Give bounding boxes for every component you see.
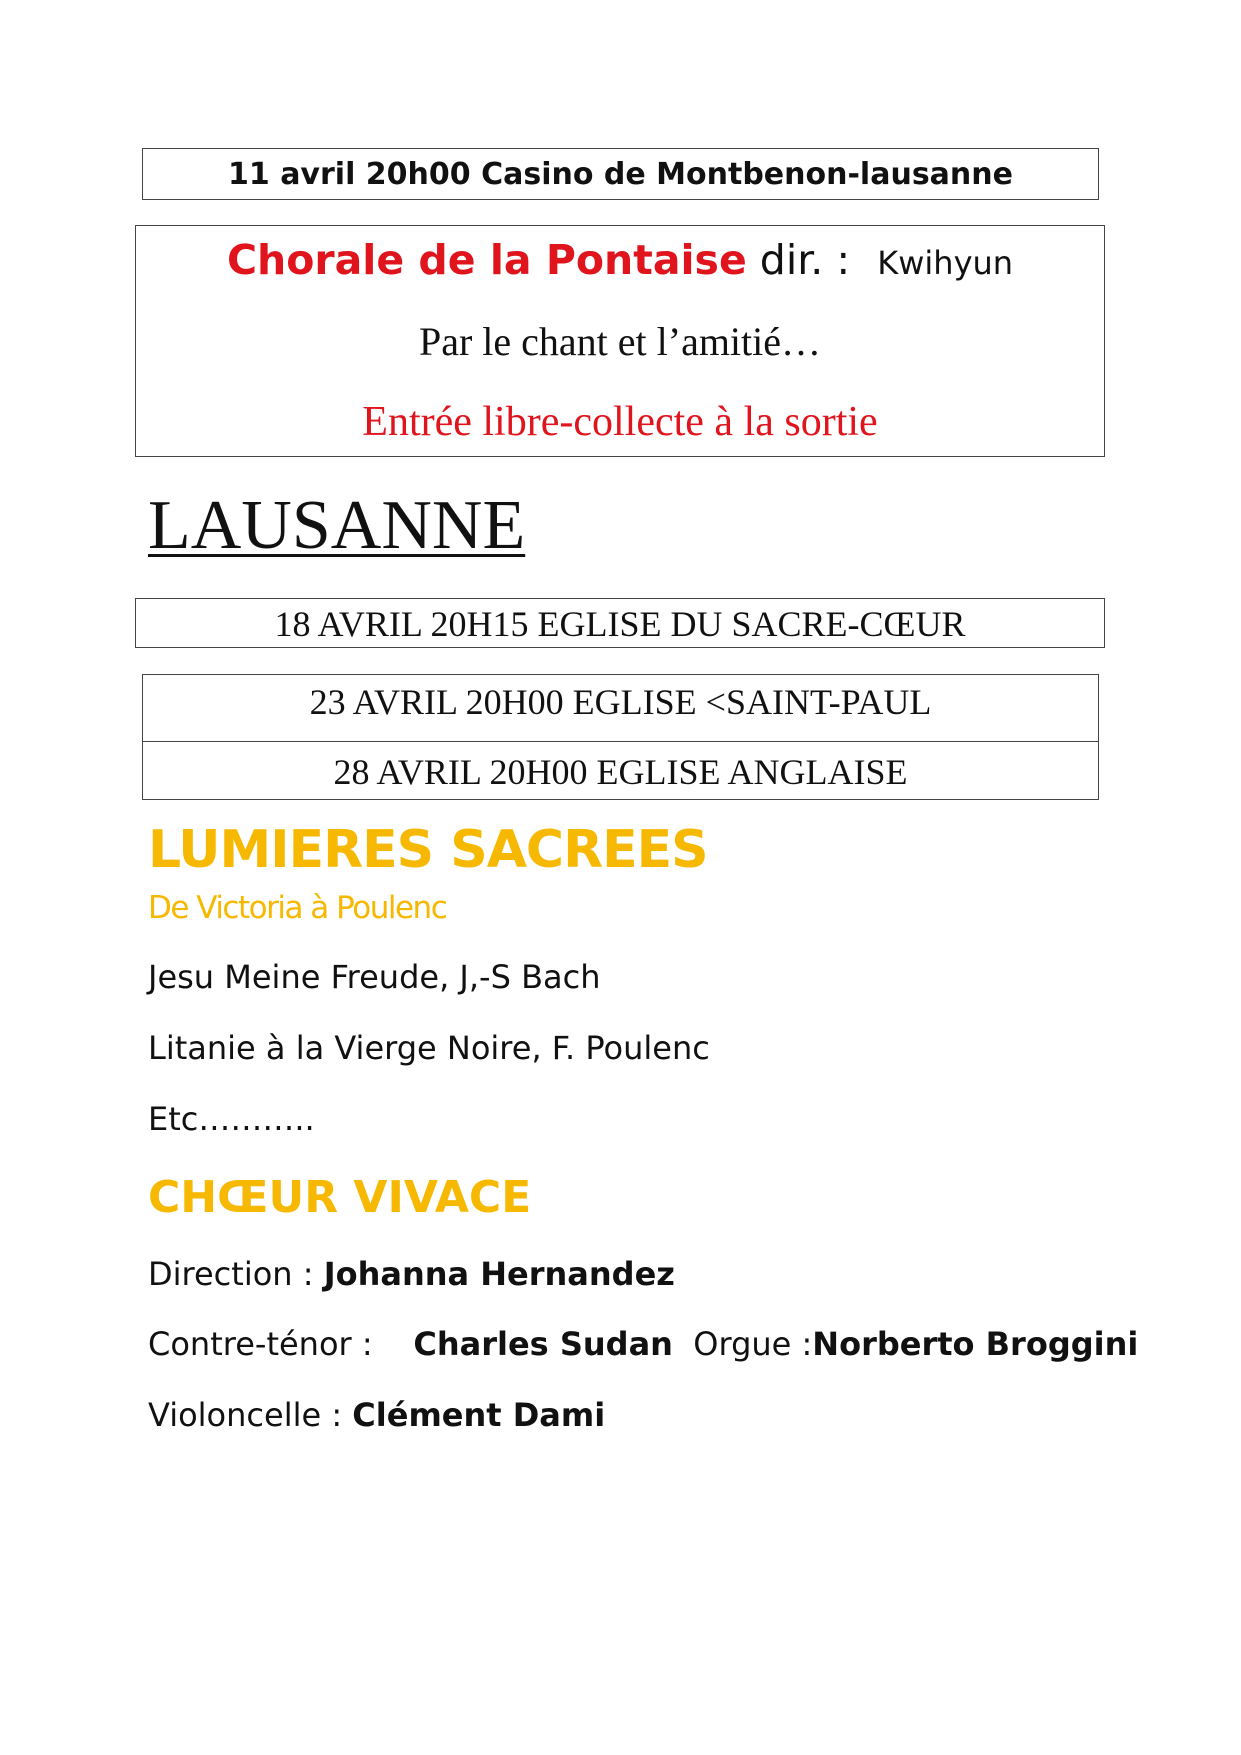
credit-name: Johanna Hernandez <box>323 1255 675 1293</box>
date-line: 28 AVRIL 20H00 EGLISE ANGLAISE <box>333 752 908 792</box>
credit-name: Clément Dami <box>352 1396 606 1434</box>
chorale-tagline: Par le chant et l’amitié… <box>418 319 822 364</box>
table-divider <box>143 741 1098 742</box>
credit-label: Orgue : <box>672 1325 813 1363</box>
credit-name: Norberto Broggini <box>812 1325 1139 1363</box>
program-piece: Jesu Meine Freude, J,-S Bach <box>148 958 601 996</box>
date-box-sacre-coeur <box>135 598 1105 648</box>
ensemble-name: CHŒUR VIVACE <box>148 1172 532 1223</box>
program-title: LUMIERES SACREES <box>148 820 708 880</box>
program-piece: Etc……….. <box>148 1100 315 1138</box>
credit-label: Direction : <box>148 1255 324 1293</box>
credit-soloists <box>148 1325 1138 1363</box>
credit-label: Violoncelle : <box>148 1396 353 1434</box>
chorale-name: Chorale de la Pontaise <box>226 236 747 284</box>
program-piece: Litanie à la Vierge Noire, F. Poulenc <box>148 1029 710 1067</box>
program-subtitle: De Victoria à Poulenc <box>148 890 447 926</box>
chorale-conductor: Kwihyun <box>877 244 1014 282</box>
city-title: LAUSANNE <box>148 487 526 564</box>
credit-label: Contre-ténor : <box>148 1325 414 1363</box>
chorale-header <box>136 236 1104 284</box>
chorale-dir-label: dir. : <box>746 236 864 284</box>
date-box-table <box>142 674 1099 800</box>
chorale-box <box>135 225 1105 457</box>
credit-cello <box>148 1396 605 1434</box>
event-line-casino: 11 avril 20h00 Casino de Montbenon-lausanne <box>228 157 1013 192</box>
date-line: 18 AVRIL 20H15 EGLISE DU SACRE-CŒUR <box>274 604 966 644</box>
date-line: 23 AVRIL 20H00 EGLISE <SAINT-PAUL <box>309 682 932 722</box>
event-box-casino <box>142 148 1099 200</box>
chorale-entry: Entrée libre-collecte à la sortie <box>362 399 878 445</box>
credit-name: Charles Sudan <box>413 1325 673 1363</box>
credit-direction <box>148 1255 675 1293</box>
